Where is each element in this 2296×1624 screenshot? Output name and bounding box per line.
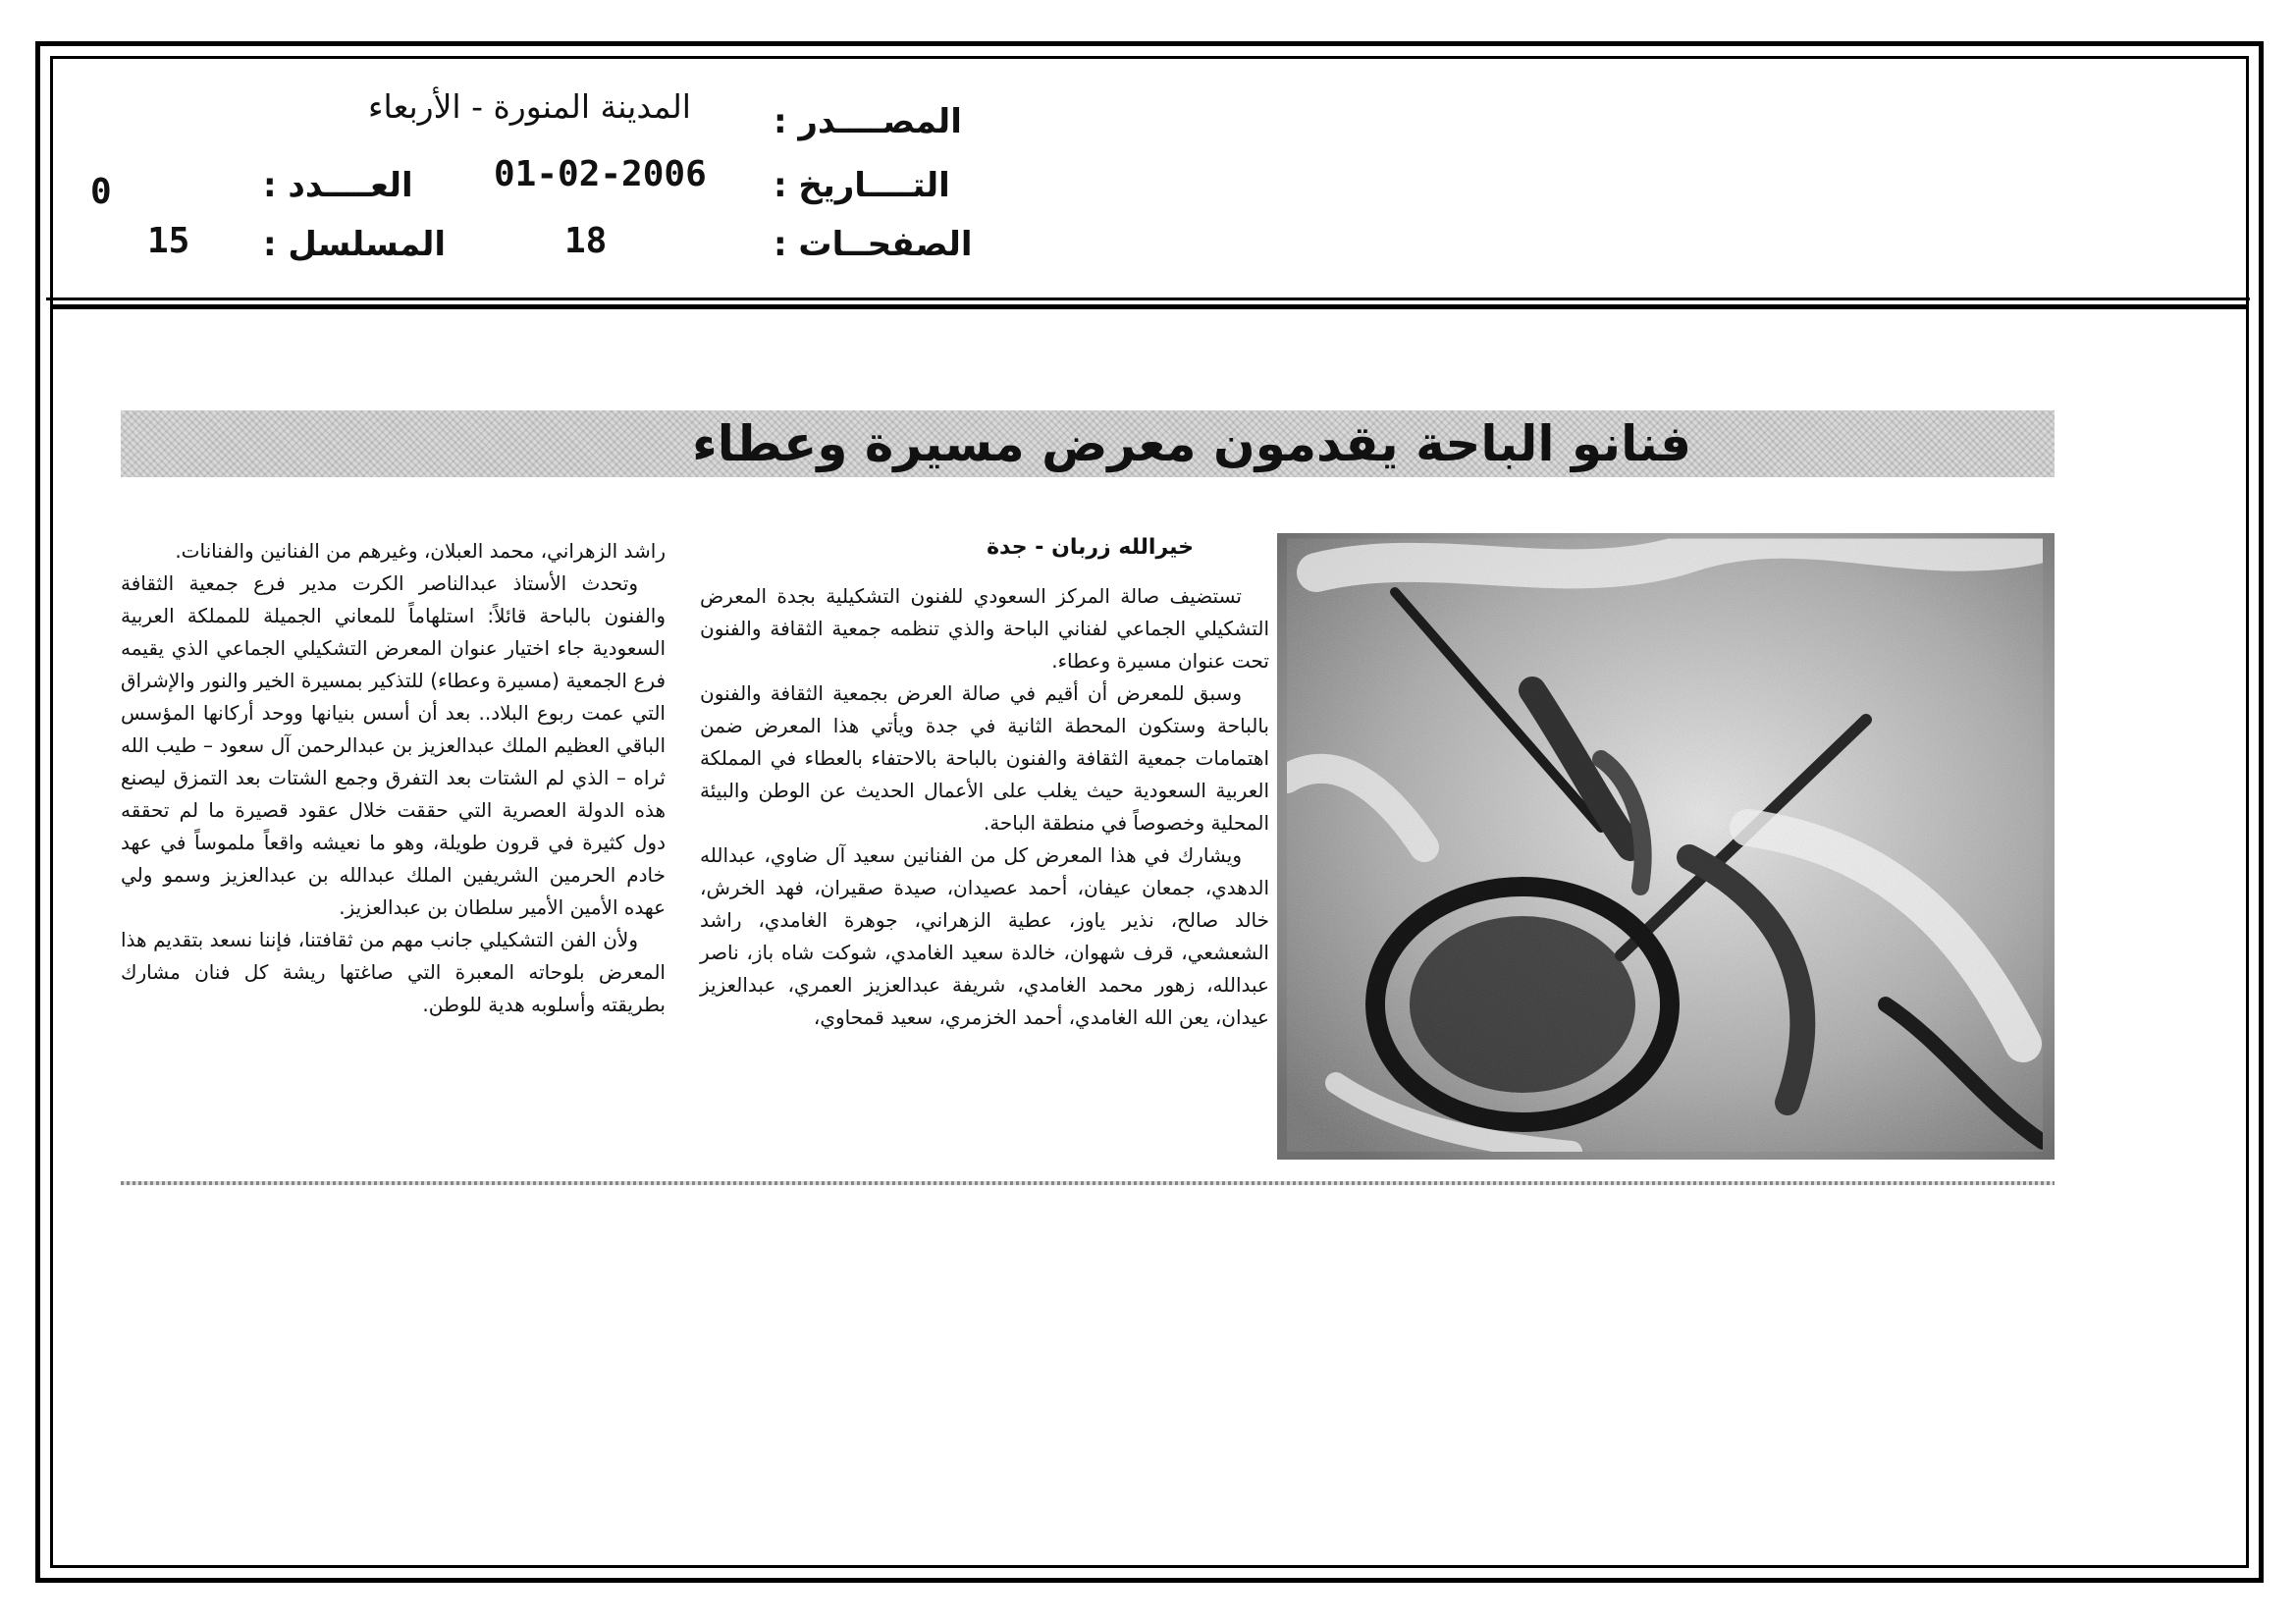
artwork-photo	[1277, 533, 2055, 1160]
source-value: المدينة المنورة - الأربعاء	[368, 87, 691, 126]
paragraph: ويشارك في هذا المعرض كل من الفنانين سعيد آل ضاوي، عبدالله الدهدي، جمعان عيفان، أحمد عصيدان، صيدة صقيران، فهد الخرش، خالد صالح، نذير ياوز، عطية الزهراني، جوهرة الغامدي، راشد الشعشعي، قرف شهوان، خالدة سعيد الغامدي، شوكت شاه باز، ناصر عبدالله، زهور محمد الغامدي، شريفة عبدالعزيز العمري، عبدالعزيز عيدان، يعن الله الغامدي، أحمد الخزمري، سعيد قمحاوي،	[700, 843, 1269, 1029]
date-label: التــــاريخ :	[774, 166, 950, 205]
issue-label: العــــدد :	[263, 166, 413, 205]
pages-value: 18	[564, 221, 608, 261]
header-divider	[46, 298, 2250, 300]
serial-value: 15	[147, 221, 190, 261]
news-clipping	[81, 366, 2023, 1199]
paragraph: تستضيف صالة المركز السعودي للفنون التشكيلية بجدة المعرض التشكيلي الجماعي لفناني الباحة والذي تنظمه جمعية الثقافة والفنون تحت عنوان مسيرة وعطاء.	[700, 584, 1269, 673]
paragraph: وسبق للمعرض أن أقيم في صالة العرض بجمعية الثقافة والفنون بالباحة وستكون المحطة الثانية في جدة ويأتي هذا المعرض ضمن اهتمامات جمعية الثقافة والفنون بالباحة بالاحتفاء بالعطاء في المملكة العربية السعودية حيث يغلب على الأعمال الحديث عن الوطن والبيئة المحلية وخصوصاً في منطقة الباحة.	[700, 681, 1269, 835]
pages-label: الصفحــات :	[774, 225, 973, 264]
paragraph: ولأن الفن التشكيلي جانب مهم من ثقافتنا، فإننا نسعد بتقديم هذا المعرض بلوحاته المعبرة التي صاغتها ريشة كل فنان مشارك بطريقته وأسلوبه هدية للوطن.	[121, 928, 666, 1016]
article-headline: فنانو الباحة يقدمون معرض مسيرة وعطاء	[692, 415, 1691, 472]
paragraph: وتحدث الأستاذ عبدالناصر الكرت مدير فرع جمعية الثقافة والفنون بالباحة قائلاً: استلهاماً للمعاني الجميلة للمملكة العربية السعودية جاء اختيار عنوان المعرض التشكيلي الجماعي الذي يقيمه فرع الجمعية (مسيرة وعطاء) للتذكير بمسيرة الخير والنور والإشراق التي عمت ربوع البلاد.. بعد أن أسس بنيانها ووحد أركانها المؤسس الباقي العظيم الملك عبدالعزيز بن عبدالرحمن آل سعود – طيب الله ثراه – الذي لم الشتات بعد التفرق وجمع الشتات بعد التمزق ليصنع هذه الدولة العصرية التي حققت خلال عقود قصيرة ما لم تحققه دول كثيرة في قرون طويلة، وهو ما نعيشه واقعاً ملموساً في عهد خادم الحرمين الشريفين الملك عبدالله بن عبدالعزيز وسمو ولي عهده الأمين الأمير سلطان بن عبدالعزيز.	[121, 571, 666, 919]
article-column-right	[700, 580, 1269, 1034]
date-value: 01-02-2006	[494, 154, 707, 194]
article-byline: خيرالله زربان - جدة	[987, 535, 1194, 560]
clipping-bottom-rule	[121, 1181, 2055, 1185]
source-label: المصــــدر :	[774, 102, 962, 141]
serial-label: المسلسل :	[263, 225, 447, 264]
issue-value: 0	[90, 172, 112, 212]
paragraph: راشد الزهراني، محمد العبلان، وغيرهم من الفنانين والفنانات.	[175, 539, 666, 563]
article-column-left	[121, 535, 666, 1021]
